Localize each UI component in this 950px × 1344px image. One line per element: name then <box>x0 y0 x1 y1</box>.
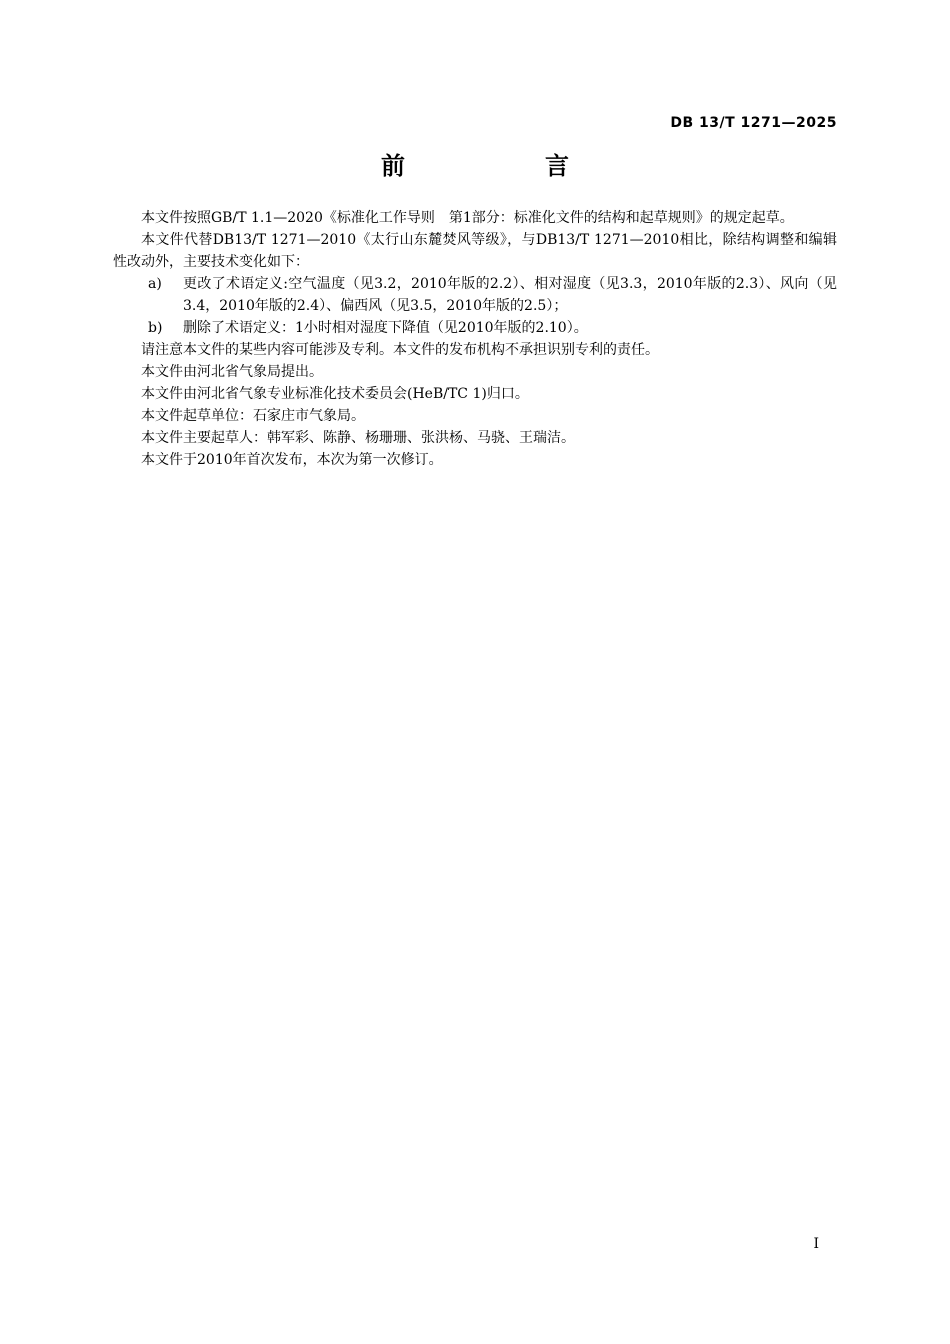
list-item-text: 更改了术语定义:空气温度（见3.2，2010年版的2.2）、相对湿度（见3.3，2010年版的2.3）、风向（见3.4，2010年版的2.4）、偏西风（见3.5，2010年版的2.5）； <box>183 276 837 314</box>
list-item <box>113 317 837 339</box>
list-marker: a) <box>148 276 162 292</box>
paragraph-patent-notice: 请注意本文件的某些内容可能涉及专利。本文件的发布机构不承担识别专利的责任。 <box>141 342 659 358</box>
standard-code: DB 13/T 1271—2025 <box>670 115 837 131</box>
paragraph-revision-history: 本文件于2010年首次发布，本次为第一次修订。 <box>141 452 443 468</box>
list-marker: b) <box>148 320 163 336</box>
document-body <box>113 207 837 471</box>
list-item <box>113 273 837 317</box>
page-title: 前 言 <box>381 152 627 180</box>
paragraph-drafting-basis: 本文件按照GB/T 1.1—2020《标准化工作导则 第1部分：标准化文件的结构和起草规则》的规定起草。 <box>141 210 794 226</box>
paragraph-proposer: 本文件由河北省气象局提出。 <box>141 364 323 380</box>
paragraph-replacement-note: 本文件代替DB13/T 1271—2010《太行山东麓焚风等级》，与DB13/T 1271—2010相比，除结构调整和编辑性改动外，主要技术变化如下： <box>113 232 837 270</box>
paragraph-drafting-unit: 本文件起草单位：石家庄市气象局。 <box>141 408 365 424</box>
page-number: I <box>813 1236 819 1252</box>
paragraph-technical-committee: 本文件由河北省气象专业标准化技术委员会(HeB/TC 1)归口。 <box>141 386 529 402</box>
paragraph-drafters: 本文件主要起草人：韩军彩、陈静、杨珊珊、张洪杨、马骁、王瑞洁。 <box>141 430 575 446</box>
list-item-text: 删除了术语定义：1小时相对湿度下降值（见2010年版的2.10）。 <box>183 320 588 336</box>
